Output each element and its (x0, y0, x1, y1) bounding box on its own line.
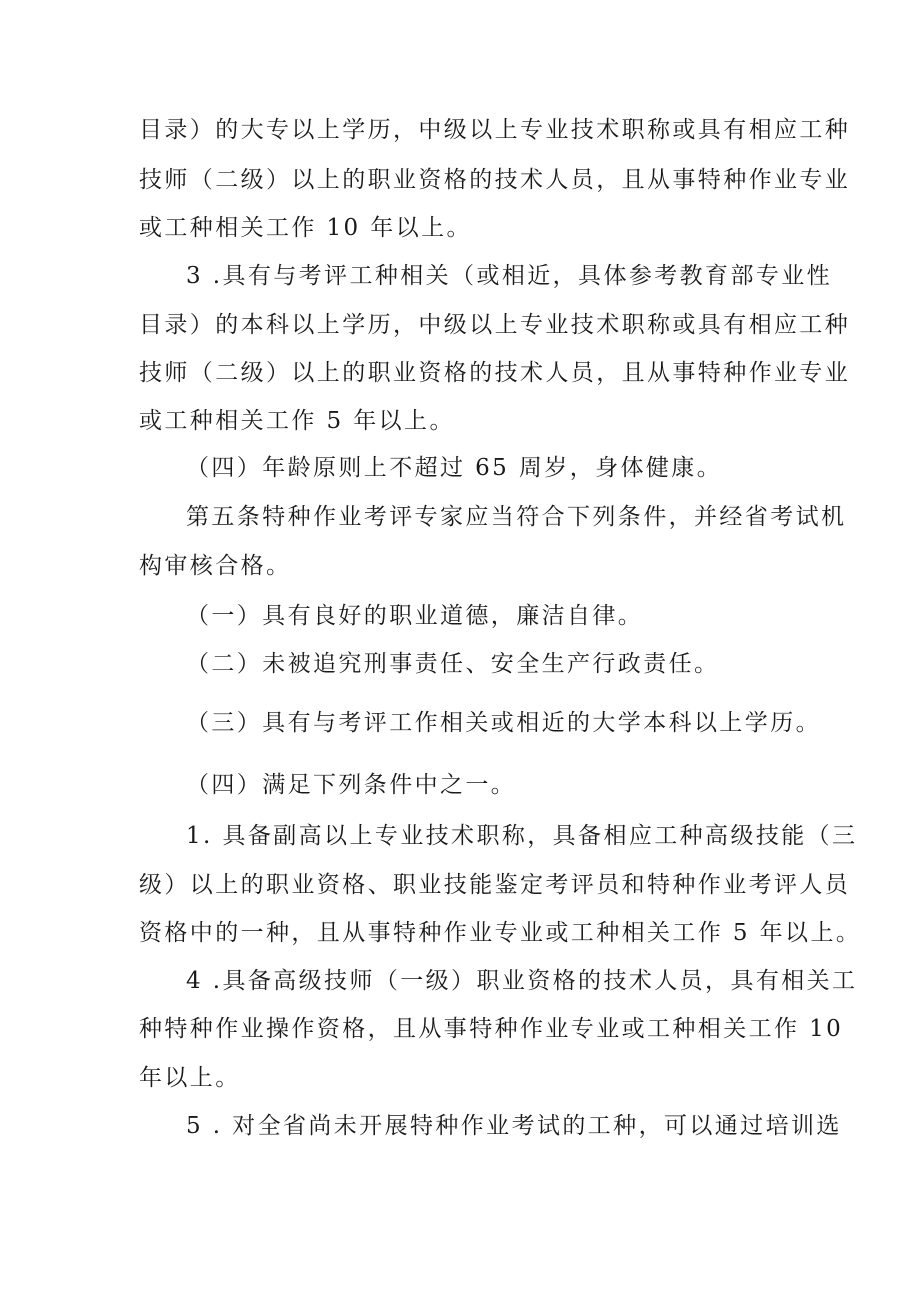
text-line: 3 .具有与考评工种相关（或相近，具体参考教育部专业性 (186, 263, 833, 289)
text-line: 级）以上的职业资格、职业技能鉴定考评员和特种作业考评人员 (139, 872, 851, 898)
text-line: 或工种相关工作 10 年以上。 (139, 215, 472, 241)
text-line: 资格中的一种，且从事特种作业专业或工种相关工作 5 年以上。 (139, 920, 862, 946)
text-line: 或工种相关工作 5 年以上。 (139, 408, 455, 434)
text-line: （三）具有与考评工作相关或相近的大学本科以上学历。 (186, 710, 821, 736)
text-line: 1. 具备副高以上专业技术职称，具备相应工种高级技能（三 (186, 823, 858, 849)
text-line: （四）年龄原则上不超过 65 周岁，身体健康。 (186, 455, 723, 481)
text-line: 技师（二级）以上的职业资格的技术人员，且从事特种作业专业 (139, 167, 851, 193)
text-line: 4 .具备高级技师（一级）职业资格的技术人员，具有相关工 (186, 968, 858, 994)
text-line: 年以上。 (139, 1065, 241, 1091)
text-line: 种特种作业操作资格，且从事特种作业专业或工种相关工作 10 (139, 1016, 844, 1042)
text-line: 构审核合格。 (139, 553, 292, 579)
text-line: 目录）的本科以上学历，中级以上专业技术职称或具有相应工种 (139, 312, 851, 338)
text-line: 目录）的大专以上学历，中级以上专业技术职称或具有相应工种 (139, 117, 851, 143)
text-line: 第五条特种作业考评专家应当符合下列条件，并经省考试机 (186, 504, 847, 530)
text-line: 5 . 对全省尚未开展特种作业考试的工种，可以通过培训选 (186, 1113, 842, 1139)
text-line: （二）未被追究刑事责任、安全生产行政责任。 (186, 651, 720, 677)
text-line: （四）满足下列条件中之一。 (186, 772, 517, 798)
text-line: 技师（二级）以上的职业资格的技术人员，且从事特种作业专业 (139, 360, 851, 386)
text-line: （一）具有良好的职业道德，廉洁自律。 (186, 603, 644, 629)
